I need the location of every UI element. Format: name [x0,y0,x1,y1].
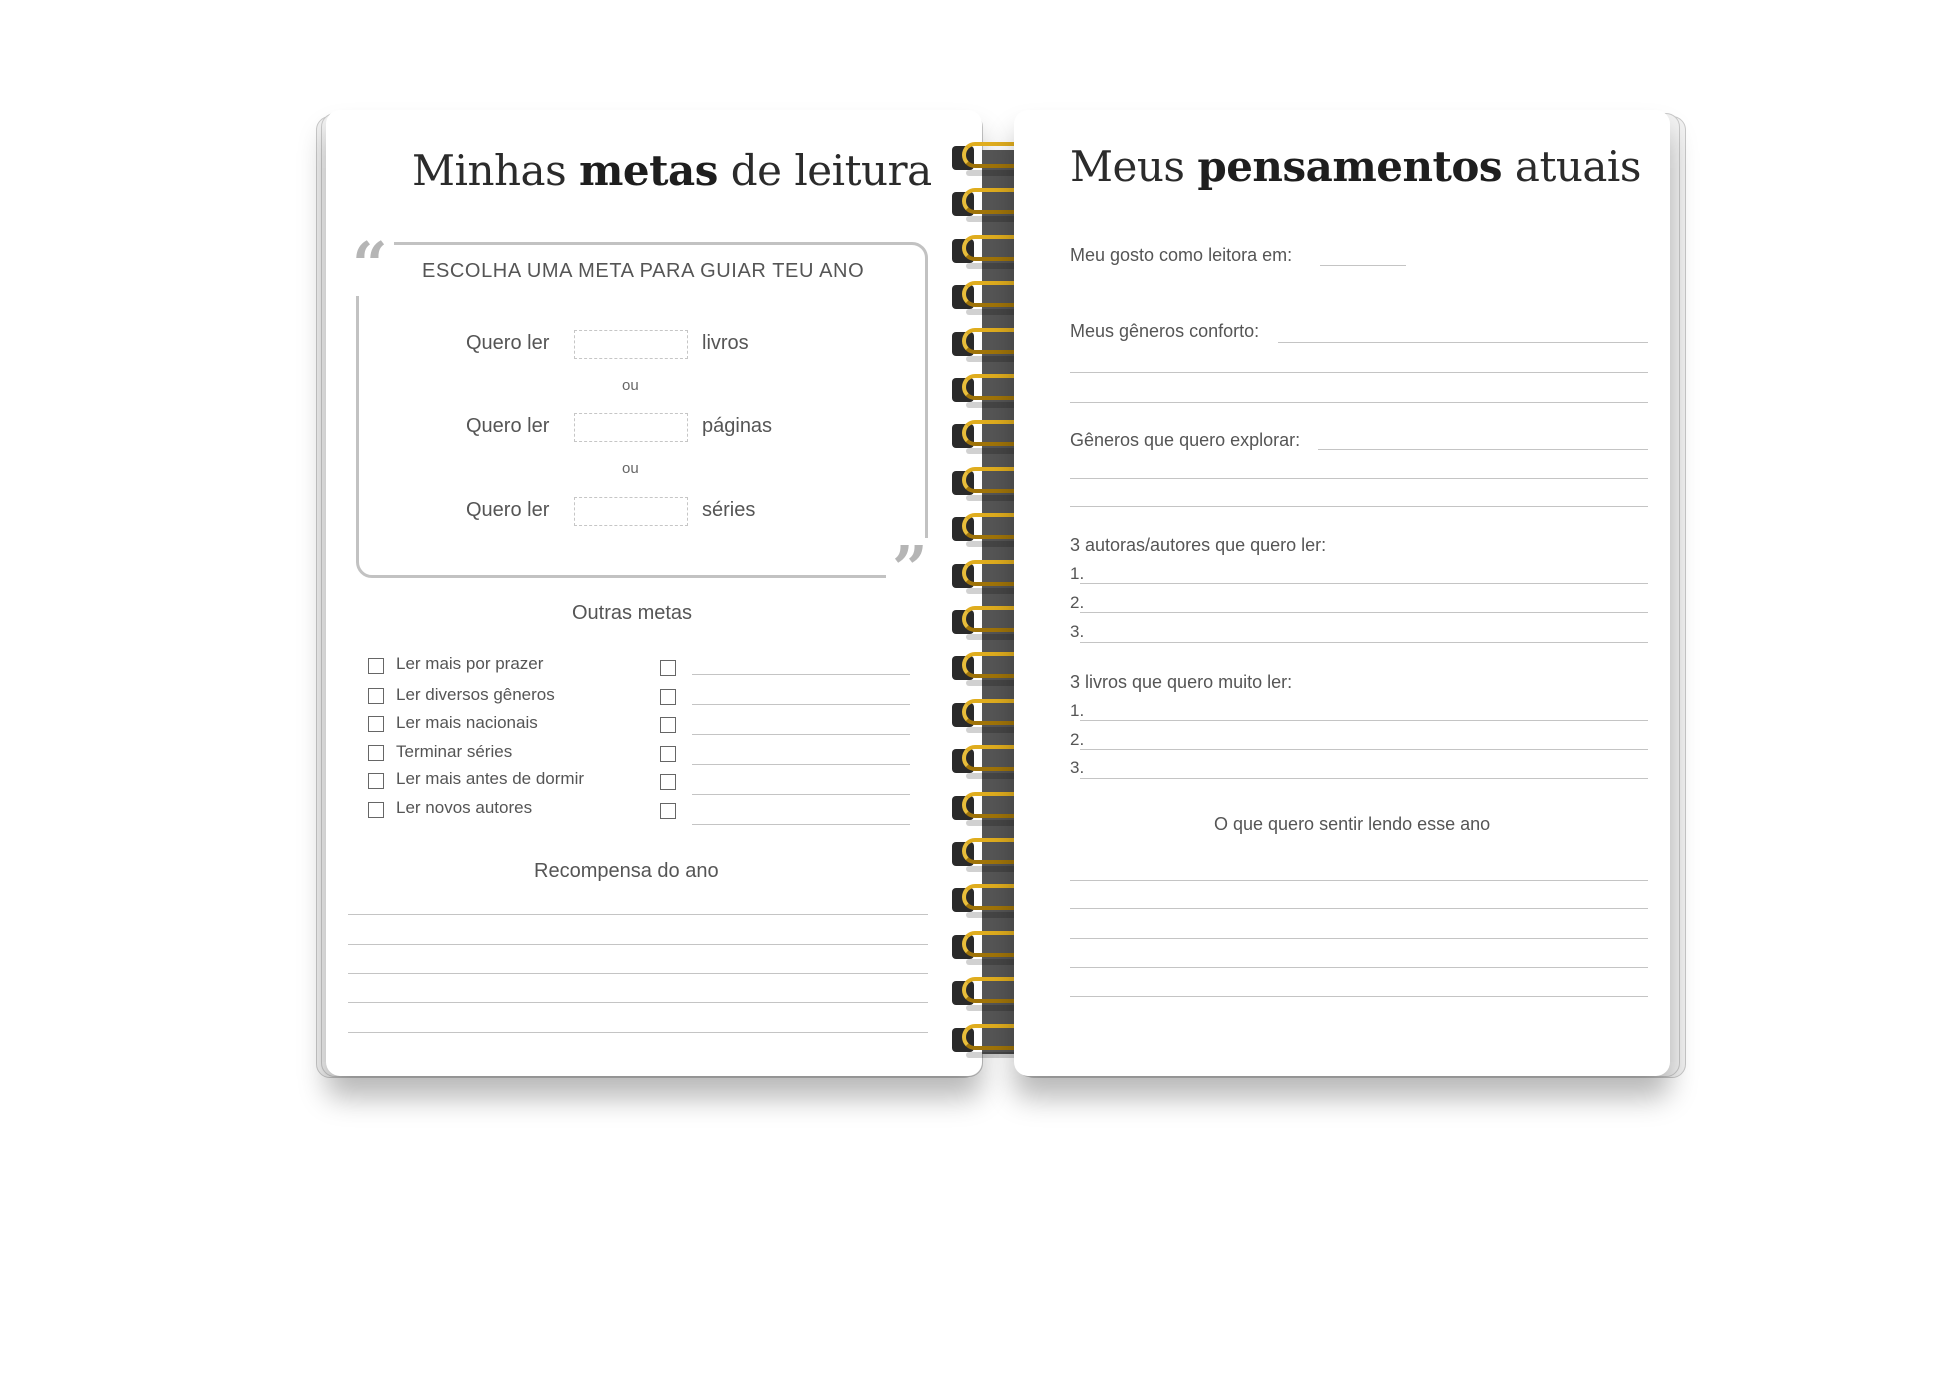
other-goals-title: Outras metas [572,602,693,624]
authors-line[interactable] [1080,642,1648,643]
checkbox-custom-1[interactable] [660,660,676,676]
authors-number: 2. [1070,593,1085,612]
goal-item-label: Ler diversos gêneros [396,685,555,704]
right-page-title [1070,142,1641,191]
books-line[interactable] [1080,749,1648,750]
checkbox-custom-3[interactable] [660,717,676,733]
title-pre: Minhas [412,146,579,195]
books-number: 3. [1070,758,1085,777]
feel-line[interactable] [1070,996,1648,997]
books-line[interactable] [1080,778,1648,779]
close-quote-icon: ” [886,538,934,600]
explore-line[interactable] [1070,478,1648,479]
goal-unit: séries [702,499,756,521]
checkbox-custom-2[interactable] [660,689,676,705]
separator-or: ou [622,377,639,394]
custom-goal-line[interactable] [692,734,910,735]
authors-line[interactable] [1080,583,1648,584]
comfort-genres-label: Meus gêneros conforto: [1070,321,1260,341]
authors-label: 3 autoras/autores que quero ler: [1070,535,1327,555]
title-bold: metas [578,146,718,195]
reward-line[interactable] [348,914,928,915]
left-page-title [412,146,932,195]
books-line[interactable] [1080,720,1648,721]
checkbox-goal-2[interactable] [368,688,384,704]
goal-unit: livros [702,332,749,354]
authors-number: 3. [1070,622,1085,641]
books-number: 1. [1070,701,1085,720]
reward-line[interactable] [348,973,928,974]
books-label: 3 livros que quero muito ler: [1070,672,1293,692]
goal-item-label: Ler mais nacionais [396,713,538,732]
checkbox-custom-5[interactable] [660,774,676,790]
feel-title: O que quero sentir lendo esse ano [1214,814,1491,834]
pages-count-field[interactable] [574,413,688,442]
reward-line[interactable] [348,1002,928,1003]
comfort-line[interactable] [1070,372,1648,373]
right-page [1014,110,1670,1076]
reward-line[interactable] [348,1032,928,1033]
authors-line[interactable] [1080,612,1648,613]
goal-label: Quero ler [466,332,550,354]
series-count-field[interactable] [574,497,688,526]
open-quote-icon: “ [346,234,394,296]
comfort-line[interactable] [1278,342,1648,343]
explore-line[interactable] [1070,506,1648,507]
feel-line[interactable] [1070,967,1648,968]
explore-genres-label: Gêneros que quero explorar: [1070,430,1301,450]
checkbox-goal-6[interactable] [368,802,384,818]
goal-item-label: Ler novos autores [396,798,533,817]
checkbox-custom-6[interactable] [660,803,676,819]
title-bold: pensamentos [1197,142,1503,191]
reward-title: Recompensa do ano [534,860,719,882]
goal-item-label: Terminar séries [396,742,513,761]
reward-line[interactable] [348,944,928,945]
goal-box-title: ESCOLHA UMA META PARA GUIAR TEU ANO [422,260,865,282]
custom-goal-line[interactable] [692,704,910,705]
checkbox-goal-1[interactable] [368,658,384,674]
checkbox-goal-3[interactable] [368,716,384,732]
goal-label: Quero ler [466,415,550,437]
comfort-line[interactable] [1070,402,1648,403]
goal-box [356,242,928,578]
books-number: 2. [1070,730,1085,749]
title-post: atuais [1502,142,1641,191]
goal-unit: páginas [702,415,773,437]
books-count-field[interactable] [574,330,688,359]
feel-line[interactable] [1070,908,1648,909]
custom-goal-line[interactable] [692,794,910,795]
custom-goal-line[interactable] [692,824,910,825]
feel-line[interactable] [1070,938,1648,939]
feel-line[interactable] [1070,880,1648,881]
separator-or: ou [622,460,639,477]
goal-item-label: Ler mais por prazer [396,654,544,673]
goal-label: Quero ler [466,499,550,521]
taste-label: Meu gosto como leitora em: [1070,245,1293,265]
custom-goal-line[interactable] [692,674,910,675]
authors-number: 1. [1070,564,1085,583]
title-pre: Meus [1070,142,1198,191]
custom-goal-line[interactable] [692,764,910,765]
checkbox-goal-4[interactable] [368,745,384,761]
taste-line[interactable] [1320,265,1406,266]
explore-line[interactable] [1318,449,1648,450]
left-page [326,110,982,1076]
title-post: de leitura [717,146,932,195]
checkbox-goal-5[interactable] [368,773,384,789]
checkbox-custom-4[interactable] [660,746,676,762]
goal-item-label: Ler mais antes de dormir [396,769,585,788]
